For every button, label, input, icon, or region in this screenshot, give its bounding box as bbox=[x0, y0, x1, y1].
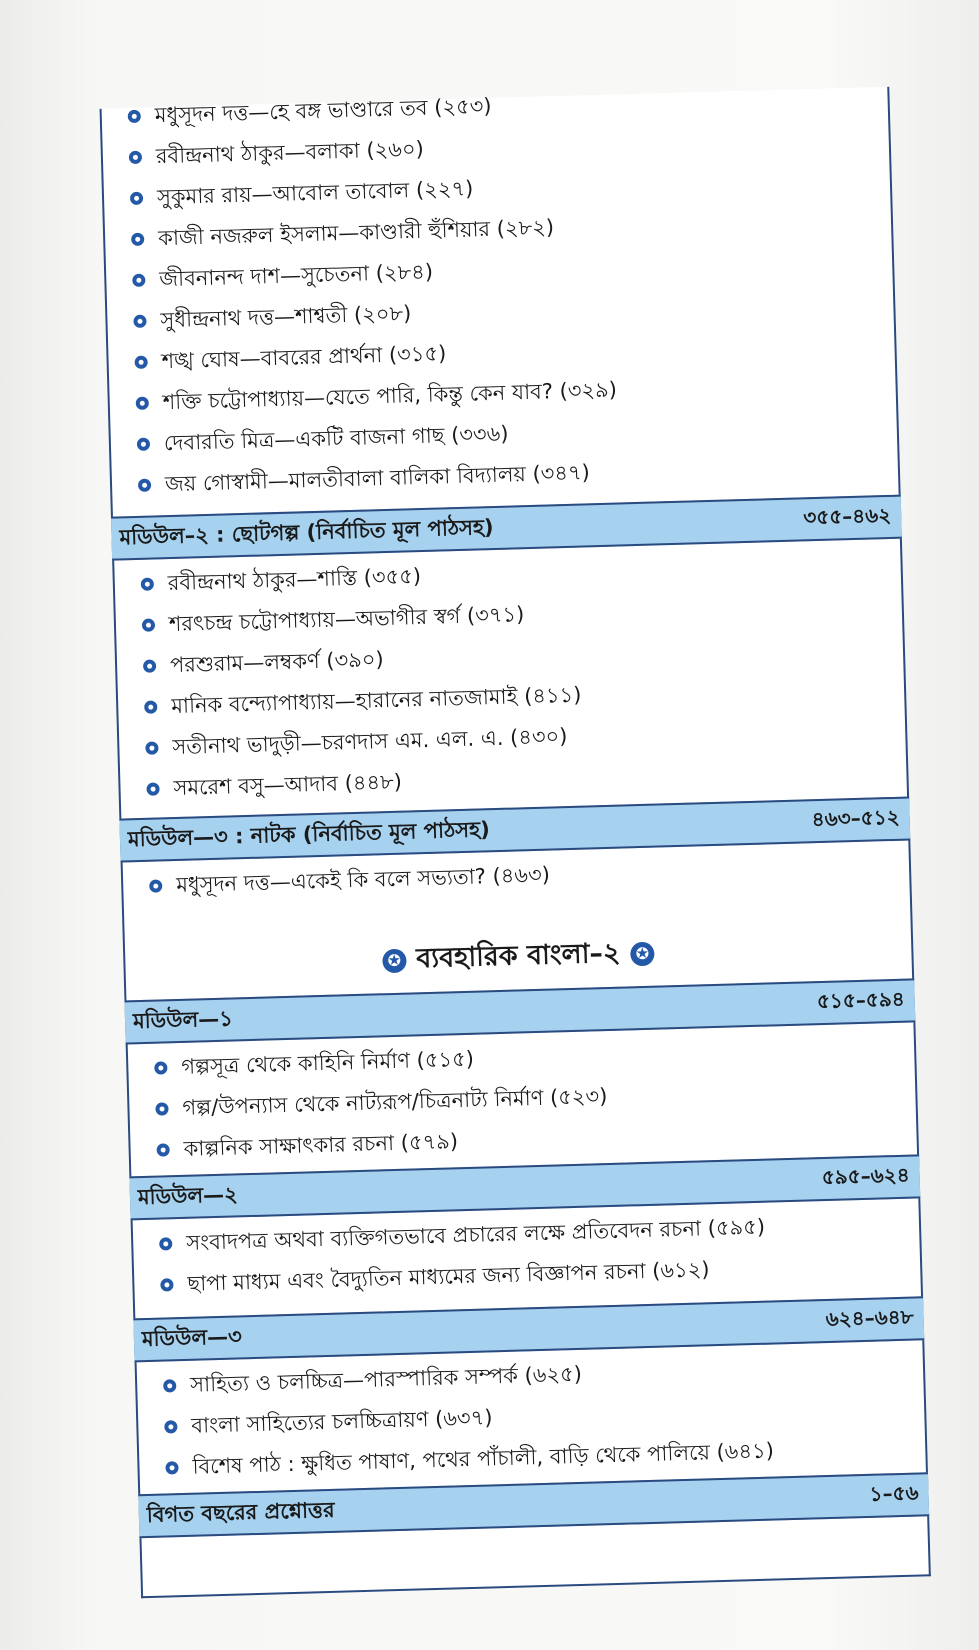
module-page-range: ৫৯৫–৬২৪ bbox=[821, 1162, 910, 1189]
ring-bullet-icon bbox=[159, 1237, 172, 1250]
star-icon: ✪ bbox=[382, 948, 407, 973]
list-item: বিশেষ পাঠ : ক্ষুধিত পাষাণ, পথের পাঁচালী, বাড়ি থেকে পালিয়ে (৬৪১) bbox=[165, 1426, 928, 1488]
list-item: কাল্পনিক সাক্ষাৎকার রচনা (৫৭৯) bbox=[156, 1108, 919, 1170]
list-item: গল্প/উপন্যাস থেকে নাট্যরূপ/চিত্রনাট্য নির্মাণ (৫২৩) bbox=[155, 1067, 918, 1129]
module-title: মডিউল–২ : ছোটগল্প (নির্বাচিত মূল পাঠসহ) bbox=[119, 514, 494, 549]
list-item: শরৎচন্দ্র চট্টোপাধ্যায়—অভাগীর স্বর্গ (৩৭১) bbox=[141, 584, 904, 646]
list-item: গল্পসূত্র থেকে কাহিনি নির্মাণ (৫১৫) bbox=[154, 1026, 917, 1088]
module-page-range: ৫১৫–৫৯৪ bbox=[816, 986, 906, 1013]
practical-module1-list bbox=[126, 1026, 919, 1171]
ring-bullet-icon bbox=[133, 315, 146, 328]
list-item: সংবাদপত্র অথবা ব্যক্তিগতভাবে প্রচারের লক্ষে প্রতিবেদন রচনা (৫৯৫) bbox=[159, 1202, 922, 1264]
ring-bullet-icon bbox=[164, 1420, 177, 1433]
module1-list bbox=[99, 75, 900, 507]
list-item: ছাপা মাধ্যম এবং বৈদ্যুতিন মাধ্যমের জন্য বিজ্ঞাপন রচনা (৬১২) bbox=[160, 1243, 923, 1305]
module-page-range: ৬২৪–৬৪৮ bbox=[825, 1304, 914, 1331]
list-item: শক্তি চট্টোপাধ্যায়—যেতে পারি, কিন্তু কেন যাব? (৩২৯) bbox=[135, 362, 898, 424]
list-item: সতীনাথ ভাদুড়ী—চরণদাস এম. এল. এ. (৪৩০) bbox=[145, 707, 908, 769]
module-page-range: ১–৫৬ bbox=[869, 1480, 919, 1506]
list-item: কাজী নজরুল ইসলাম—কাণ্ডারী হুঁশিয়ার (২৮২) bbox=[131, 198, 894, 260]
module2-list bbox=[112, 543, 909, 811]
module-page-range: ৪৬৩–৫১২ bbox=[811, 804, 900, 831]
list-item: সাহিত্য ও চলচ্চিত্র—পারস্পারিক সম্পর্ক (৬২৫) bbox=[163, 1344, 926, 1406]
ring-bullet-icon bbox=[130, 192, 143, 205]
list-item: বাংলা সাহিত্যের চলচ্চিত্রায়ণ (৬৩৭) bbox=[164, 1385, 927, 1447]
module-title: বিগত বছরের প্রশ্নোত্তর bbox=[146, 1497, 335, 1527]
ring-bullet-icon bbox=[160, 1278, 173, 1291]
practical-module3-list bbox=[135, 1344, 928, 1489]
list-item: মধুসূদন দত্ত—হে বঙ্গ ভাণ্ডারে তব (২৫৩) bbox=[127, 75, 890, 137]
module-title: মডিউল—৩ : নাটক (নির্বাচিত মূল পাঠসহ) bbox=[127, 816, 491, 851]
star-icon: ✪ bbox=[630, 941, 655, 966]
list-item: পরশুরাম—লম্বকর্ণ (৩৯০) bbox=[143, 625, 906, 687]
ring-bullet-icon bbox=[165, 1461, 178, 1474]
ring-bullet-icon bbox=[154, 1061, 167, 1074]
ring-bullet-icon bbox=[149, 879, 162, 892]
ring-bullet-icon bbox=[146, 782, 159, 795]
ring-bullet-icon bbox=[137, 438, 150, 451]
contents-page bbox=[63, 67, 933, 1605]
module-title: মডিউল—৩ bbox=[141, 1323, 243, 1351]
ring-bullet-icon bbox=[132, 274, 145, 287]
list-item: দেবারতি মিত্র—একটি বাজনা গাছ (৩৩৬) bbox=[136, 403, 899, 465]
list-item: জীবনানন্দ দাশ—সুচেতনা (২৮৪) bbox=[132, 239, 895, 301]
list-item: রবীন্দ্রনাথ ঠাকুর—বলাকা (২৬০) bbox=[128, 116, 891, 178]
ring-bullet-icon bbox=[142, 618, 155, 631]
module-title: মডিউল—২ bbox=[137, 1181, 239, 1209]
ring-bullet-icon bbox=[131, 233, 144, 246]
ring-bullet-icon bbox=[145, 741, 158, 754]
module-page-range: ৩৫৫–৪৬২ bbox=[802, 502, 892, 529]
ring-bullet-icon bbox=[144, 700, 157, 713]
ring-bullet-icon bbox=[143, 659, 156, 672]
list-item: সুধীন্দ্রনাথ দত্ত—শাশ্বতী (২০৮) bbox=[133, 280, 896, 342]
ring-bullet-icon bbox=[141, 578, 154, 591]
ring-bullet-icon bbox=[128, 110, 141, 123]
list-item: শঙ্খ ঘোষ—বাবরের প্রার্থনা (৩১৫) bbox=[134, 321, 897, 383]
ring-bullet-icon bbox=[136, 397, 149, 410]
list-item: মধুসূদন দত্ত—একেই কি বলে সভ্যতা? (৪৬৩) bbox=[149, 844, 912, 906]
ring-bullet-icon bbox=[138, 479, 151, 492]
ring-bullet-icon bbox=[156, 1143, 169, 1156]
list-item: মানিক বন্দ্যোপাধ্যায়—হারানের নাতজামাই (৪১১) bbox=[144, 666, 907, 728]
list-item: সমরেশ বসু—আদাব (৪৪৮) bbox=[146, 748, 909, 810]
ring-bullet-icon bbox=[155, 1102, 168, 1115]
ring-bullet-icon bbox=[163, 1379, 176, 1392]
module-title: মডিউল—১ bbox=[132, 1005, 234, 1033]
part-heading: ✪ ব্যবহারিক বাংলা–২ ✪ bbox=[123, 924, 914, 991]
ring-bullet-icon bbox=[129, 151, 142, 164]
list-item: জয় গোস্বামী—মালতীবালা বালিকা বিদ্যালয় (৩৪৭) bbox=[138, 444, 901, 506]
ring-bullet-icon bbox=[134, 356, 147, 369]
list-item: সুকুমার রায়—আবোল তাবোল (২২৭) bbox=[129, 157, 892, 219]
list-item: রবীন্দ্রনাথ ঠাকুর—শাস্তি (৩৫৫) bbox=[140, 543, 903, 605]
